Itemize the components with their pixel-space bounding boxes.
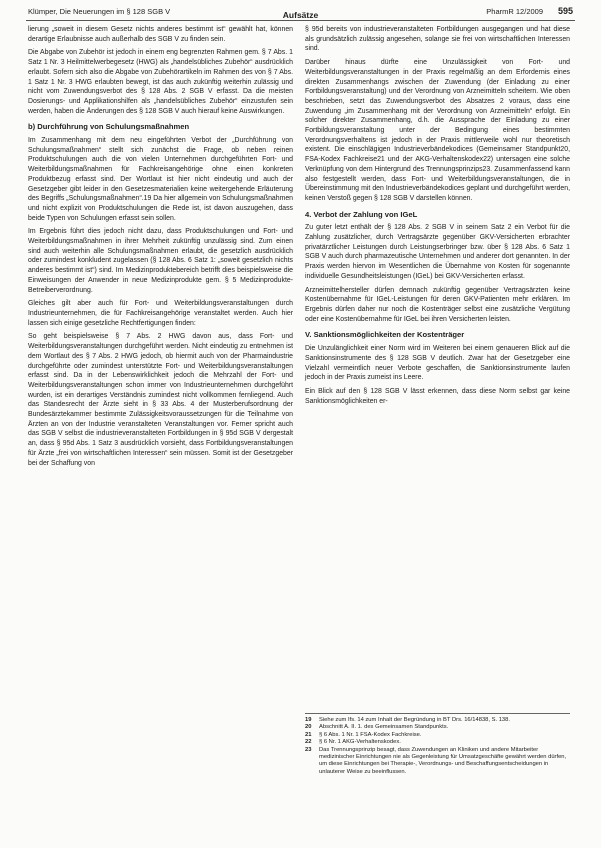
page-number: 595	[557, 6, 573, 16]
left-column	[28, 25, 293, 472]
footnote: 19 Siehe zum Ifs. 14 zum Inhalt der Begründung in BT Drs. 16/14838, S. 138.	[305, 717, 510, 723]
footnote: 23 Das Trennungsprinzip besagt, dass Zuwendungen an Kliniken und andere Mitarbeiter medizinischer Einrichtungen nie als Gegenleistung für Umsatzgeschäfte gewährt werden dürfen, um diese Einrichtungen bei Therapie-, Verordnungs- und Beschaffungsentscheidungen in unlauterer Weise zu beeinflussen.	[305, 746, 567, 775]
paragraph: Ein Blick auf den § 128 SGB V lässt erkennen, dass diese Norm selbst gar keine Sanktionsmöglichkeiten er-	[305, 387, 570, 405]
paragraph: So geht beispielsweise § 7 Abs. 2 HWG davon aus, dass Fort- und Weiterbildungsveranstaltungen durchgeführt werden. Nicht eindeutig zu entnehmen ist dem Wortlaut des § 7 Abs. 2 HWG jedoch, ob hiermit auch von der Pharmaindustrie durchgeführte oder zumindest unterstützte Fort- und Weiterbildungsveranstaltungen erfasst sind. Da in der Lebenswirklichkeit jedoch die Mehrzahl der Fort- und Weiterbildungsveranstaltungen schon immer von Industrieunternehmen durchgeführt wurden, ist ein derartiges Verständnis zumindest nicht vollkommen fernliegend. Auch das Standesrecht der Ärzte sieht in § 33 Abs. 4 der Musterberufsordnung der Bundesärztekammer bestimmte Zulässigkeitsvoraussetzungen für die Teilnahme von Ärzten an von der Industrie veranstalteten Veranstaltungen vor. Ferner spricht auch das SGB V selbst die industrieveranstalteten Fortbildungen in § 95d SGB V dergestalt an, dass § 95d Abs. 1 Satz 3 ausdrücklich vorsieht, dass Fortbildungsveranstaltungen für Ärzte „frei von wirtschaftlichen Interessen“ sein müssen. Somit ist der Gesetzgeber bei der Schaffung von	[28, 333, 293, 467]
paragraph: Im Ergebnis führt dies jedoch nicht dazu, dass Produktschulungen und Fort- und Weiterbildungsmaßnahmen in ihrer Mehrheit zukünftig unzulässig sind. Zum einen sind auch weiterhin alle Schulungsmaßnahmen erlaubt, die gesetzlich ausdrücklich oder zumindest konkludent zugelassen (§ 128 Abs. 6 Satz 1: „soweit gesetzlich nichts anderes bestimmt ist“) sind. Im Medizinproduktebereich betrifft dies beispielsweise die Einweisungen der Anwender in neue Medizinprodukte gem. § 5 Medizinprodukte-Betreiberverordnung.	[28, 228, 293, 294]
footnote: 21 § 6 Abs. 1 Nr. 1 FSA-Kodex Fachkreise.	[305, 731, 422, 738]
paragraph: Zu guter letzt enthält der § 128 Abs. 2 SGB V in seinem Satz 2 ein Verbot für die Zahlung zusätzlicher, durch Vertragsärzte gegenüber GKV-Versicherten erbrachter privatärztlicher Leistungen durch Leistungserbringer bzw. über § 128 Abs. 6 Satz 1 SGB V auch durch pharmazeutische Unternehmen und anderer dort genannten. In der Praxis werden hiervon im Wesentlichen die Übernahme von Kosten für sogenannte individuelle Gesundheitsleistungen (IGeL) bei GKV-Versicherten erfasst.	[305, 224, 570, 280]
footnotes	[305, 713, 570, 776]
paragraph: lierung „soweit in diesem Gesetz nichts anderes bestimmt ist“ gewählt hat, können derartige Erlaubnisse auch außerhalb des SGB V zu finden sein.	[28, 26, 293, 43]
paragraph: Im Zusammenhang mit dem neu eingeführten Verbot der „Durchführung von Schulungsmaßnahmen“ stellt sich zunächst die Frage, ob neben reinen Produktschulungen auch die von vielen Unternehmen durchgeführten Fort- und Weiterbildungsmaßnahmen für Fachkreisangehörige ohne einen konkreten Produktbezug erfasst sind. Der Wortlaut ist hier nicht eindeutig und auch der Gesetzgeber gibt leider in den Gesetzesmaterialien keine weitergehende Erläuterung des Begriffs „Schulungsmaßnahmen“.19 Da hier allgemein von Schulungsmaßnahmen und nicht explizit von Produktschulungen die Rede ist, ist davon auszugehen, dass beide Typen von Schulungen erfasst sein sollen.	[28, 137, 293, 222]
paragraph: Gleiches gilt aber auch für Fort- und Weiterbildungsveranstaltungen durch Industrieunternehmen, die für Fachkreisangehörige veranstaltet werden. Auch hier lassen sich einige gesetzliche Rechtfertigungen finden:	[28, 300, 293, 327]
paragraph: Arzneimittelhersteller dürfen demnach zukünftig gegenüber Vertragsärzten keine Kostenübernahme für IGeL-Leistungen für deren GKV-Patienten mehr erklären. Im Ergebnis dürfen daher nur noch die Kostenträger selbst eine zusätzliche Vergütung oder eine Kostenübernahme für IGeL bei ihren Versicherten leisten.	[305, 286, 570, 323]
section-heading: b) Durchführung von Schulungsmaßnahmen	[28, 122, 190, 132]
footnote: 22 § 6 Nr. 1 AKG-Verhaltenskodex.	[305, 739, 401, 746]
paragraph: Darüber hinaus dürfte eine Unzulässigkeit von Fort- und Weiterbildungsveranstaltungen in der Praxis regelmäßig an dem Erfordernis eines direkten Zusammenhangs zwischen der Zuwendung (der Einladung zu einer Fortbildungsveranstaltung) und der Verordnung von Arzneimitteln scheitern. Wie oben beschrieben, setzt das Zuwendungsverbot des Absatzes 2 voraus, dass eine Zuwendung „im Zusammenhang mit der Verordnung von Arzneimitteln“ erfolgt. Ein solcher direkter Zusammenhang, d.h. die Aussprache der Einladung zu einer Fortbildungsveranstaltung unter der Bedingung eines bestimmten Verordnungsverhaltens ist jedoch in der Praxis mittlerweile wohl nur theoretisch existent. Die einschlägigen Industrieverbändekodices (Gemeinsamer Standpunkt20, FSA-Kodex Fachkreise21 und der AKG-Verhaltenskodex22) untersagen eine solche Verknüpfung von dem Hintergrund des Trennungsprinzips23. Zusammenfassend kann also festgestellt werden, dass Fort- und Weiterbildungsveranstaltungen, die in Übereinstimmung mit den Industrieverbändekodices geplant und durchgeführt werden, keinen Verstoß gegen § 128 SGB V darstellen können.	[305, 59, 570, 202]
footnote: 20 Abschnitt A. II. 1. des Gemeinsamen Standpunkts.	[305, 724, 449, 731]
paragraph: Die Abgabe von Zubehör ist jedoch in einem eng begrenzten Rahmen gem. § 7 Abs. 1 Satz 1 Nr. 3 Heilmittelwerbegesetz (HWG) als „handelsübliches Zubehör“ ausdrücklich erlaubt. Sofern sich also die Abgabe von Zubehörartikeln im Rahmen des von § 7 Abs. 1 Satz 1 Nr. 3 HWG erlaubten bewegt, ist das auch zukünftig weiterhin zulässig und nicht vom Zuwendungsverbot des § 128 Abs. 2 SGB V erfasst. Da die meisten Dosierungs- und Applikationshilfen als „handelsübliches Zubehör“ einzustufen sein werden, haben die Änderungen des § 128 SGB V auch hierauf keine Auswirkungen.	[28, 49, 293, 115]
paragraph: § 95d bereits von industrieveranstalteten Fortbildungen ausgegangen und hat diese als grundsätzlich zulässig angesehen, solange sie frei von wirtschaftlichen Interessen sind.	[305, 26, 570, 53]
header-author-title: Klümper, Die Neuerungen im § 128 SGB V	[28, 7, 171, 16]
running-header	[26, 6, 575, 21]
section-heading: V. Sanktionsmöglichkeiten der Kostenträger	[305, 330, 465, 340]
section-heading: 4. Verbot der Zahlung von IGeL	[305, 209, 418, 219]
right-column	[305, 25, 570, 410]
header-section: Aufsätze	[282, 10, 319, 20]
header-journal: PharmR 12/2009	[486, 7, 543, 16]
paragraph: Die Unzulänglichkeit einer Norm wird im Weiteren bei einem genaueren Blick auf die Sanktionsinstrumente des § 128 SGB V deutlich. Zwar hat der Gesetzgeber eine Vielzahl vermeintlich neuer Verbote geschaffen, die Sanktionsinstrumente laufen jedoch in der Praxis zumeist ins Leere.	[305, 345, 570, 382]
